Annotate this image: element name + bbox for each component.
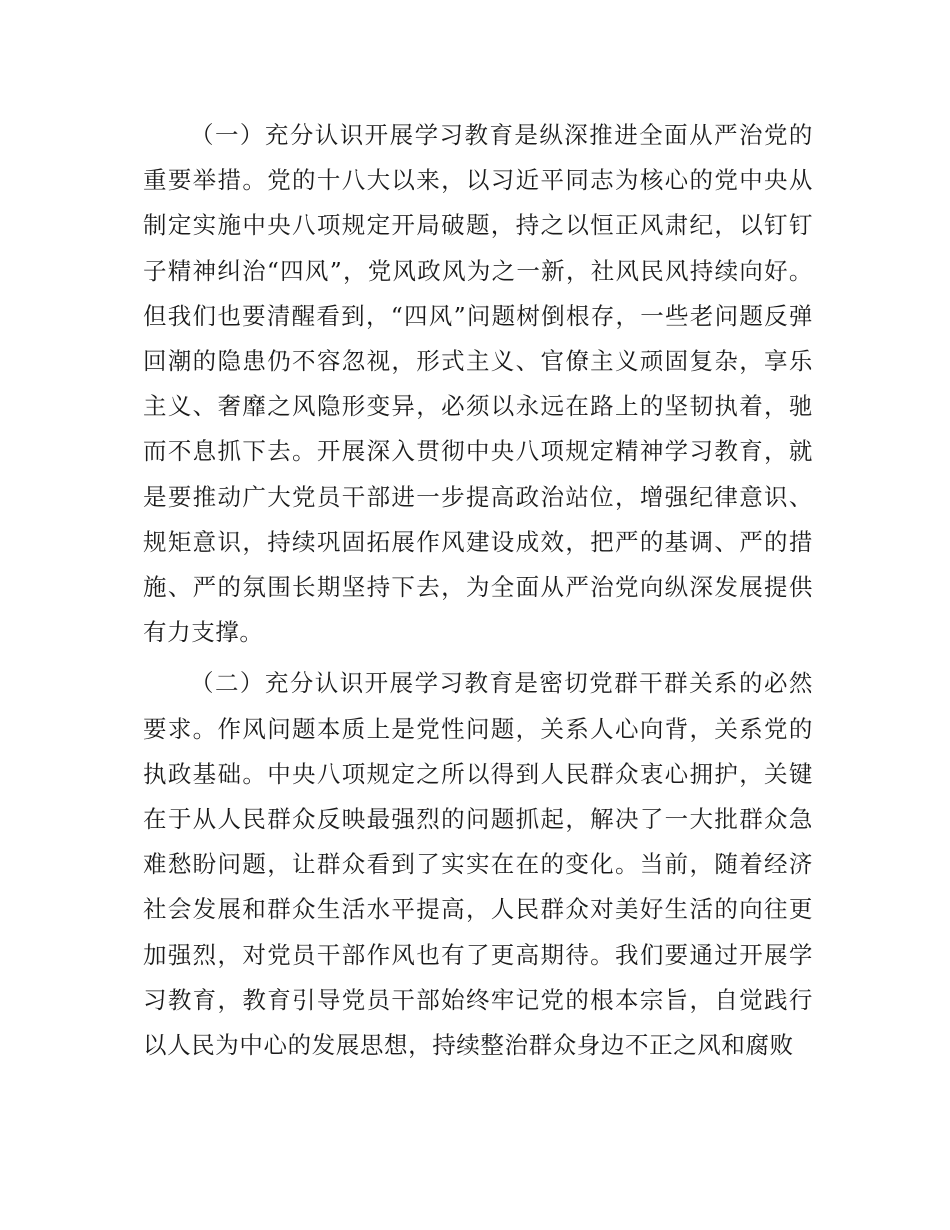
document-body — [143, 113, 813, 1068]
paragraph-2: （二）充分认识开展学习教育是密切党群干群关系的必然要求。作风问题本质上是党性问题，关系人心向背，关系党的执政基础。中央八项规定之所以得到人民群众衷心拥护，关键在于从人民群众反映最强烈的问题抓起，解决了一大批群众急难愁盼问题，让群众看到了实实在在的变化。当前，随着经济社会发展和群众生活水平提高，人民群众对美好生活的向往更加强烈，对党员干部作风也有了更高期待。我们要通过开展学习教育，教育引导党员干部始终牢记党的根本宗旨，自觉践行以人民为中心的发展思想，持续整治群众身边不正之风和腐败 — [143, 669, 813, 1060]
paragraph-1: （一）充分认识开展学习教育是纵深推进全面从严治党的重要举措。党的十八大以来，以习近平同志为核心的党中央从制定实施中央八项规定开局破题，持之以恒正风肃纪，以钉钉子精神纠治“四风”，党风政风为之一新，社风民风持续向好。但我们也要清醒看到，“四风”问题树倒根存，一些老问题反弹回潮的隐患仍不容忽视，形式主义、官僚主义顽固复杂，享乐主义、奢靡之风隐形变异，必须以永远在路上的坚韧执着，驰而不息抓下去。开展深入贯彻中央八项规定精神学习教育，就是要推动广大党员干部进一步提高政治站位，增强纪律意识、规矩意识，持续巩固拓展作风建设成效，把严的基调、严的措施、严的氛围长期坚持下去，为全面从严治党向纵深发展提供有力支撑。 — [143, 121, 813, 647]
